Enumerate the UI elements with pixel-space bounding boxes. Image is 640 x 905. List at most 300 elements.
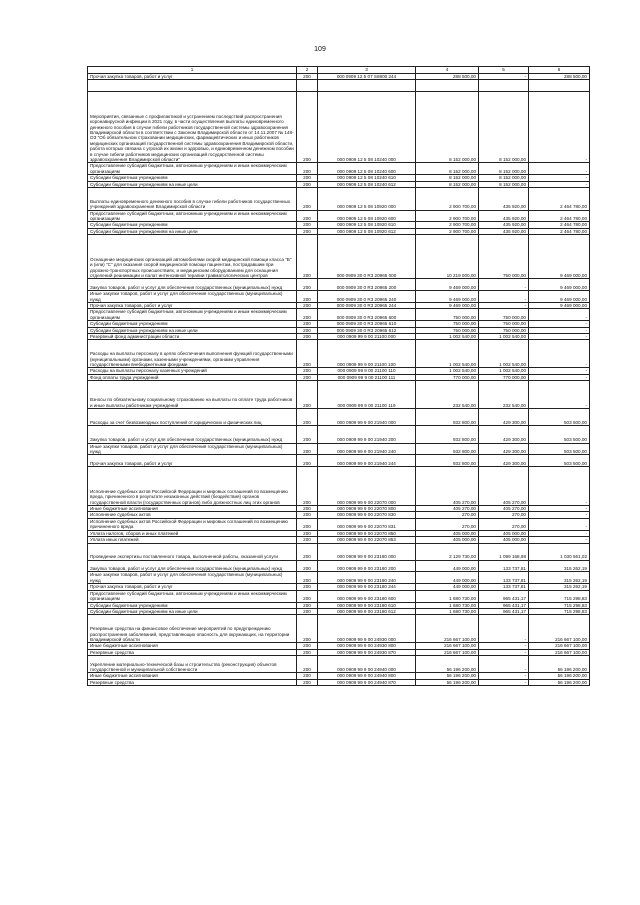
row-executed-cell: - — [479, 279, 529, 291]
row-name-cell: Иные бюджетные ассигнования — [88, 643, 297, 649]
row-name-cell: Предоставление субсидий бюджетным, автономным учреждениям и иным некоммерческим организациям — [88, 210, 297, 222]
table-row — [88, 235, 590, 279]
row-executed-cell: - — [479, 649, 529, 655]
row-approved-cell: 932 800,00 — [416, 455, 479, 467]
row-name-cell: Исполнение судебных актов Российской Федерации и мировых соглашений по возмещению причиненного вреда — [88, 518, 297, 530]
header-cell: 4 — [416, 67, 479, 74]
row-approved-cell: 216 667 100,00 — [416, 643, 479, 649]
row-name-cell: Иные закупки товаров, работ и услуг для обеспечения государственных (муниципальных) нужд — [88, 572, 297, 584]
row-classifier-cell: 000 0909 12 5 07 S8800 244 — [318, 74, 416, 80]
row-approved-cell: 288 500,00 — [416, 74, 479, 80]
row-classifier-cell: 000 0909 99 9 00 21940 244 — [318, 455, 416, 467]
row-executed-cell: 8 152 000,00 — [479, 92, 529, 163]
row-executed-cell: 429 300,00 — [479, 443, 529, 455]
row-executed-cell: - — [479, 74, 529, 80]
row-approved-cell: 750 000,00 — [416, 309, 479, 321]
row-code-cell: 200 — [297, 426, 318, 443]
row-code-cell: 200 — [297, 92, 318, 163]
row-classifier-cell: 000 0909 99 9 00 23180 612 — [318, 608, 416, 614]
row-name-cell: Закупка товаров, работ и услуг для обеспечения государственных (муниципальных) нужд — [88, 560, 297, 572]
row-executed-cell: 435 920,00 — [479, 188, 529, 211]
row-name-cell: Фонд оплаты труда учреждений — [88, 374, 297, 380]
row-executed-cell: - — [479, 656, 529, 673]
budget-table — [87, 66, 590, 686]
row-classifier-cell: 000 0909 30 0 R3 20965 600 — [318, 309, 416, 321]
row-remaining-cell: 715 298,83 — [529, 602, 590, 608]
table-row — [88, 222, 590, 228]
row-approved-cell: 932 800,00 — [416, 409, 479, 426]
row-classifier-cell: 000 0909 12 5 08 10240 000 — [318, 92, 416, 163]
table-row — [88, 291, 590, 303]
row-code-cell: 200 — [297, 656, 318, 673]
row-classifier-cell: 000 0909 99 9 00 23180 610 — [318, 602, 416, 608]
row-approved-cell: 449 000,00 — [416, 560, 479, 572]
row-executed-cell: 750 000,00 — [479, 235, 529, 279]
row-executed-cell: 405 000,00 — [479, 537, 529, 543]
row-approved-cell: 1 002 540,00 — [416, 368, 479, 374]
row-remaining-cell: 315 262,19 — [529, 560, 590, 572]
row-code-cell: 200 — [297, 572, 318, 584]
table-row — [88, 543, 590, 560]
row-executed-cell: 965 431,17 — [479, 608, 529, 614]
row-remaining-cell: 216 667 100,00 — [529, 643, 590, 649]
row-code-cell: 200 — [297, 409, 318, 426]
row-executed-cell: 133 737,81 — [479, 584, 529, 590]
table-row — [88, 181, 590, 187]
row-code-cell — [297, 80, 318, 92]
row-classifier-cell: 000 0909 30 0 R3 20965 000 — [318, 235, 416, 279]
row-classifier-cell: 000 0909 30 0 R3 20965 240 — [318, 291, 416, 303]
row-approved-cell: 1 680 730,00 — [416, 590, 479, 602]
header-cell: 6 — [529, 67, 590, 74]
row-remaining-cell: 56 196 200,00 — [529, 679, 590, 685]
row-approved-cell: 10 219 000,00 — [416, 235, 479, 279]
row-executed-cell: 232 540,00 — [479, 381, 529, 409]
row-classifier-cell: 000 0909 99 9 00 23180 240 — [318, 572, 416, 584]
row-code-cell: 200 — [297, 321, 318, 327]
row-approved-cell: 1 680 730,00 — [416, 602, 479, 608]
row-classifier-cell: 000 0909 30 0 R3 20965 612 — [318, 327, 416, 333]
row-approved-cell: 270,00 — [416, 512, 479, 518]
row-executed-cell: 750 000,00 — [479, 321, 529, 327]
row-executed-cell: 965 431,17 — [479, 590, 529, 602]
row-code-cell: 200 — [297, 643, 318, 649]
row-name-cell: Прочая закупка товаров, работ и услуг — [88, 584, 297, 590]
row-executed-cell: 1 002 540,00 — [479, 340, 529, 368]
row-approved-cell: 8 152 000,00 — [416, 163, 479, 175]
header-cell: 3 — [318, 67, 416, 74]
row-approved-cell: 932 800,00 — [416, 443, 479, 455]
table-row — [88, 228, 590, 234]
row-name-cell: Предоставление субсидий бюджетным, автономным учреждениям и иным некоммерческим организациям — [88, 590, 297, 602]
row-remaining-cell: - — [529, 309, 590, 321]
row-name-cell: Расходы на выплаты персоналу в целях обеспечения выполнения функций государственными (муниципальными) органами, казенными учреждениями, органами управления государственными внебюджетными фондами — [88, 340, 297, 368]
row-remaining-cell: 216 667 100,00 — [529, 649, 590, 655]
row-classifier-cell: 000 0909 12 5 08 10920 612 — [318, 228, 416, 234]
row-remaining-cell: 715 298,83 — [529, 590, 590, 602]
row-code-cell: 200 — [297, 235, 318, 279]
row-approved-cell: 449 000,00 — [416, 584, 479, 590]
row-approved-cell: 2 900 700,00 — [416, 188, 479, 211]
row-name-cell: Субсидии бюджетным учреждениям — [88, 321, 297, 327]
row-classifier-cell: 000 0909 99 9 00 24930 870 — [318, 649, 416, 655]
row-approved-cell: 1 680 730,00 — [416, 608, 479, 614]
row-remaining-cell: - — [529, 530, 590, 536]
row-name-cell: Уплата иных платежей — [88, 537, 297, 543]
row-name-cell: Субсидии бюджетным учреждениям на иные цели — [88, 181, 297, 187]
row-classifier-cell: 000 0909 12 5 08 10920 610 — [318, 222, 416, 228]
row-classifier-cell: 000 0909 99 9 00 21940 240 — [318, 443, 416, 455]
table-row — [88, 163, 590, 175]
row-executed-cell: - — [479, 679, 529, 685]
row-approved-cell: 2 900 700,00 — [416, 222, 479, 228]
row-code-cell: 200 — [297, 74, 318, 80]
row-approved-cell: 1 002 540,00 — [416, 340, 479, 368]
row-code-cell: 200 — [297, 608, 318, 614]
row-classifier-cell: 000 0909 99 9 00 22070 853 — [318, 537, 416, 543]
row-approved-cell: 9 469 000,00 — [416, 279, 479, 291]
row-code-cell: 200 — [297, 188, 318, 211]
table-row — [88, 584, 590, 590]
row-name-cell: Прочая закупка товаров, работ и услуг — [88, 74, 297, 80]
table-row — [88, 340, 590, 368]
table-row — [88, 530, 590, 536]
row-executed-cell: 1 002 540,00 — [479, 334, 529, 340]
row-executed-cell: 429 300,00 — [479, 455, 529, 467]
row-remaining-cell: 9 469 000,00 — [529, 303, 590, 309]
row-executed-cell: 405 000,00 — [479, 530, 529, 536]
row-name-cell: Субсидии бюджетным учреждениям — [88, 602, 297, 608]
row-remaining-cell: 56 196 200,00 — [529, 673, 590, 679]
row-remaining-cell: - — [529, 321, 590, 327]
row-approved-cell: 405 270,00 — [416, 506, 479, 512]
row-executed-cell: 8 152 000,00 — [479, 175, 529, 181]
row-name-cell: Иные бюджетные ассигнования — [88, 673, 297, 679]
row-code-cell: 200 — [297, 590, 318, 602]
table-row — [88, 279, 590, 291]
row-name-cell: Проведение экспертизы поставленного товара, выполненной работы, оказанной услуги — [88, 543, 297, 560]
row-approved-cell: 56 196 200,00 — [416, 673, 479, 679]
row-executed-cell: - — [479, 291, 529, 303]
row-classifier-cell: 000 0909 99 9 00 21100 000 — [318, 334, 416, 340]
table-row — [88, 518, 590, 530]
row-code-cell: 200 — [297, 537, 318, 543]
row-code-cell: 200 — [297, 443, 318, 455]
row-remaining-cell: 2 464 780,00 — [529, 188, 590, 211]
row-executed-cell: 270,00 — [479, 518, 529, 530]
table-row — [88, 210, 590, 222]
row-name-cell: Резервный фонд администрации области — [88, 334, 297, 340]
row-name-cell: Субсидии бюджетным учреждениям на иные цели — [88, 228, 297, 234]
row-executed-cell: 770 000,00 — [479, 374, 529, 380]
row-code-cell: 200 — [297, 530, 318, 536]
row-code-cell: 200 — [297, 679, 318, 685]
row-executed-cell: 1 002 540,00 — [479, 368, 529, 374]
row-classifier-cell: 000 0909 30 0 R3 20965 244 — [318, 303, 416, 309]
row-remaining-cell: - — [529, 334, 590, 340]
row-code-cell: 200 — [297, 163, 318, 175]
row-approved-cell: 770 000,00 — [416, 374, 479, 380]
row-name-cell: Выплаты единовременного денежного пособия в случае гибели работников государственных учреждений здравоохранения Владимирской области — [88, 188, 297, 211]
table-row — [88, 455, 590, 467]
row-remaining-cell: - — [529, 181, 590, 187]
row-remaining-cell: 56 196 200,00 — [529, 656, 590, 673]
row-code-cell: 200 — [297, 327, 318, 333]
row-executed-cell: 429 300,00 — [479, 409, 529, 426]
row-classifier-cell: 000 0909 99 9 00 21940 200 — [318, 426, 416, 443]
row-name-cell: Субсидии бюджетным учреждениям на иные цели — [88, 608, 297, 614]
row-executed-cell: 8 152 000,00 — [479, 181, 529, 187]
row-executed-cell: 750 000,00 — [479, 309, 529, 321]
row-approved-cell: 932 800,00 — [416, 426, 479, 443]
table-row — [88, 602, 590, 608]
row-remaining-cell: - — [529, 327, 590, 333]
row-code-cell: 200 — [297, 340, 318, 368]
row-code-cell: 200 — [297, 228, 318, 234]
row-name-cell: Резервные средства — [88, 649, 297, 655]
row-classifier-cell: 000 0909 99 9 00 24930 800 — [318, 643, 416, 649]
row-approved-cell: 216 667 100,00 — [416, 649, 479, 655]
row-code-cell: 200 — [297, 309, 318, 321]
row-executed-cell: 8 152 000,00 — [479, 163, 529, 175]
table-row — [88, 656, 590, 673]
table-row — [88, 615, 590, 643]
table-row — [88, 309, 590, 321]
row-approved-cell: 2 900 700,00 — [416, 228, 479, 234]
row-approved-cell: 9 469 000,00 — [416, 303, 479, 309]
row-remaining-cell: - — [529, 381, 590, 409]
row-remaining-cell: 2 464 780,00 — [529, 222, 590, 228]
row-code-cell: 200 — [297, 649, 318, 655]
row-remaining-cell: 315 262,19 — [529, 584, 590, 590]
row-executed-cell: 405 270,00 — [479, 506, 529, 512]
row-code-cell: 200 — [297, 222, 318, 228]
row-remaining-cell: 216 667 100,00 — [529, 615, 590, 643]
row-name-cell: Укрепление материально-технической базы и строительство (реконструкция) объектов государственной и муниципальной собственности — [88, 656, 297, 673]
row-code-cell: 200 — [297, 615, 318, 643]
row-name-cell: Субсидии бюджетным учреждениям на иные цели — [88, 327, 297, 333]
row-name-cell: Резервные средства на финансовое обеспечение мероприятий по предупреждению распространения заболеваний, представляющих опасность для окружающих, на территории Владимирской области — [88, 615, 297, 643]
row-classifier-cell: 000 0909 99 9 00 24940 870 — [318, 679, 416, 685]
table-row — [88, 572, 590, 584]
row-remaining-cell: - — [529, 368, 590, 374]
row-remaining-cell: 315 262,19 — [529, 572, 590, 584]
row-executed-cell: 965 431,17 — [479, 602, 529, 608]
row-executed-cell: 270,00 — [479, 512, 529, 518]
row-remaining-cell: - — [529, 374, 590, 380]
row-code-cell: 200 — [297, 374, 318, 380]
row-remaining-cell: 9 469 000,00 — [529, 279, 590, 291]
row-classifier-cell: 000 0909 99 9 00 23180 600 — [318, 590, 416, 602]
row-classifier-cell: 000 0909 99 9 00 22070 000 — [318, 467, 416, 506]
row-name-cell: Прочая закупка товаров, работ и услуг — [88, 455, 297, 467]
row-name-cell: Иные закупки товаров, работ и услуг для обеспечения государственных (муниципальных) нужд — [88, 443, 297, 455]
row-classifier-cell: 000 0909 12 5 08 10920 000 — [318, 188, 416, 211]
row-code-cell: 200 — [297, 467, 318, 506]
row-executed-cell: 435 920,00 — [479, 228, 529, 234]
row-approved-cell: 750 000,00 — [416, 327, 479, 333]
row-code-cell: 200 — [297, 602, 318, 608]
row-approved-cell: 2 900 700,00 — [416, 210, 479, 222]
row-approved-cell: 56 196 200,00 — [416, 679, 479, 685]
row-approved-cell: 405 270,00 — [416, 467, 479, 506]
row-code-cell: 200 — [297, 303, 318, 309]
row-classifier-cell: 000 0909 99 9 00 21100 110 — [318, 368, 416, 374]
row-classifier-cell: 000 0909 99 9 00 22070 850 — [318, 530, 416, 536]
row-remaining-cell: 503 500,00 — [529, 426, 590, 443]
row-executed-cell: 133 737,81 — [479, 560, 529, 572]
row-remaining-cell: 503 500,00 — [529, 409, 590, 426]
row-remaining-cell: 503 500,00 — [529, 443, 590, 455]
row-classifier-cell: 000 0909 30 0 R3 20965 610 — [318, 321, 416, 327]
row-remaining-cell — [529, 80, 590, 92]
row-code-cell: 200 — [297, 518, 318, 530]
row-name-cell: Иные бюджетные ассигнования — [88, 506, 297, 512]
row-name-cell: Оснащение медицинских организаций автомобилями скорой медицинской помощи класса "В" и (или) "С" для оказания скорой медицинской помощи пациентам, пострадавшим при дорожно-транспортных происшествиях, и медицинским оборудованием для оснащения отделений реанимации и палат интенсивной терапии травматологических центров — [88, 235, 297, 279]
row-classifier-cell: 000 0909 12 5 08 10240 610 — [318, 175, 416, 181]
row-classifier-cell: 000 0909 99 9 00 23180 200 — [318, 560, 416, 572]
row-classifier-cell: 000 0909 99 9 00 21940 000 — [318, 409, 416, 426]
row-code-cell: 200 — [297, 279, 318, 291]
table-row — [88, 334, 590, 340]
row-name-cell: Субсидии бюджетным учреждениям — [88, 175, 297, 181]
row-approved-cell: 56 196 200,00 — [416, 656, 479, 673]
row-remaining-cell: 503 500,00 — [529, 455, 590, 467]
row-classifier-cell: 000 0909 30 0 R3 20965 200 — [318, 279, 416, 291]
row-approved-cell: 1 002 540,00 — [416, 334, 479, 340]
row-name-cell: Расходы на выплаты персоналу казенных учреждений — [88, 368, 297, 374]
row-remaining-cell: 288 500,00 — [529, 74, 590, 80]
row-code-cell: 200 — [297, 512, 318, 518]
row-remaining-cell: - — [529, 518, 590, 530]
row-approved-cell: 449 000,00 — [416, 572, 479, 584]
row-code-cell: 200 — [297, 210, 318, 222]
row-remaining-cell: 9 469 000,00 — [529, 291, 590, 303]
row-name-cell: Мероприятия, связанные с профилактикой и устранением последствий распространения коронавирусной инфекции в 2021 году, в части осуществления выплаты единовременного денежного пособия в случае гибели работников государственной системы здравоохранения Владимирской области в соответствии с Законом Владимирской области от 14.11.2007 № 148-ОЗ "Об обязательном страховании медицинских, фармацевтических и иных работников медицинских организаций государственной системы здравоохранения Владимирской области, работа которых связана с угрозой их жизни и здоровью, и единовременном денежном пособии в случае гибели работников медицинских организаций государственной системы здравоохранения Владимирской области" — [88, 92, 297, 163]
row-executed-cell: 435 920,00 — [479, 222, 529, 228]
row-code-cell: 200 — [297, 455, 318, 467]
row-name-cell: Расходы за счет безвозмездных поступлений от юридических и физических лиц — [88, 409, 297, 426]
row-approved-cell: 216 667 100,00 — [416, 615, 479, 643]
row-remaining-cell: - — [529, 512, 590, 518]
row-executed-cell: 435 920,00 — [479, 210, 529, 222]
table-row — [88, 679, 590, 685]
row-executed-cell: - — [479, 303, 529, 309]
row-classifier-cell — [318, 80, 416, 92]
row-approved-cell: 2 129 730,00 — [416, 543, 479, 560]
header-cell: 5 — [479, 67, 529, 74]
row-executed-cell: 133 737,81 — [479, 572, 529, 584]
row-name-cell: Уплата налогов, сборов и иных платежей — [88, 530, 297, 536]
table-row — [88, 560, 590, 572]
row-code-cell: 200 — [297, 368, 318, 374]
row-classifier-cell: 000 0909 12 5 08 10240 612 — [318, 181, 416, 187]
header-cell: 1 — [88, 67, 297, 74]
row-approved-cell: 405 000,00 — [416, 530, 479, 536]
row-code-cell: 200 — [297, 560, 318, 572]
row-code-cell: 200 — [297, 291, 318, 303]
row-remaining-cell: - — [529, 92, 590, 163]
row-approved-cell: 9 469 000,00 — [416, 291, 479, 303]
row-name-cell: Субсидии бюджетным учреждениям — [88, 222, 297, 228]
row-classifier-cell: 000 0909 99 9 00 24940 000 — [318, 656, 416, 673]
row-remaining-cell: 1 030 561,02 — [529, 543, 590, 560]
row-classifier-cell: 000 0909 99 9 00 23180 000 — [318, 543, 416, 560]
header-row — [88, 67, 590, 74]
table-row — [88, 327, 590, 333]
row-code-cell: 200 — [297, 543, 318, 560]
row-name-cell: Закупка товаров, работ и услуг для обеспечения государственных (муниципальных) нужд — [88, 426, 297, 443]
row-classifier-cell: 000 0909 99 9 00 23180 244 — [318, 584, 416, 590]
table-row — [88, 409, 590, 426]
row-name-cell: Взносы по обязательному социальному страхованию на выплаты по оплате труда работников и иные выплаты работникам учреждений — [88, 381, 297, 409]
row-approved-cell: 8 152 000,00 — [416, 175, 479, 181]
row-remaining-cell: - — [529, 467, 590, 506]
row-remaining-cell: 9 469 000,00 — [529, 235, 590, 279]
row-name-cell: Закупка товаров, работ и услуг для обеспечения государственных (муниципальных) нужд — [88, 279, 297, 291]
row-classifier-cell: 000 0909 99 9 00 22070 830 — [318, 512, 416, 518]
row-classifier-cell: 000 0909 99 9 00 21100 100 — [318, 340, 416, 368]
row-code-cell: 200 — [297, 673, 318, 679]
row-code-cell: 200 — [297, 584, 318, 590]
row-executed-cell: - — [479, 643, 529, 649]
row-classifier-cell: 000 0909 99 9 00 22070 800 — [318, 506, 416, 512]
row-approved-cell: 405 000,00 — [416, 537, 479, 543]
row-classifier-cell: 000 0909 99 9 00 21100 111 — [318, 374, 416, 380]
table-row — [88, 467, 590, 506]
row-approved-cell: 8 152 000,00 — [416, 181, 479, 187]
row-remaining-cell: - — [529, 163, 590, 175]
row-classifier-cell: 000 0909 99 9 00 21100 119 — [318, 381, 416, 409]
row-remaining-cell: - — [529, 537, 590, 543]
row-classifier-cell: 000 0909 99 9 00 24930 000 — [318, 615, 416, 643]
row-code-cell: 200 — [297, 334, 318, 340]
row-name-cell: Иные закупки товаров, работ и услуг для обеспечения государственных (муниципальных) нужд — [88, 291, 297, 303]
row-executed-cell: 429 300,00 — [479, 426, 529, 443]
row-remaining-cell: - — [529, 175, 590, 181]
row-name-cell: Прочая закупка товаров, работ и услуг — [88, 303, 297, 309]
table-row — [88, 175, 590, 181]
table-row — [88, 321, 590, 327]
row-code-cell: 200 — [297, 381, 318, 409]
table-row — [88, 381, 590, 409]
row-code-cell: 200 — [297, 506, 318, 512]
table-row — [88, 368, 590, 374]
table-row — [88, 426, 590, 443]
row-code-cell: 200 — [297, 181, 318, 187]
row-remaining-cell: 2 464 780,00 — [529, 210, 590, 222]
table-row — [88, 590, 590, 602]
row-approved-cell: 750 000,00 — [416, 321, 479, 327]
row-name-cell — [88, 80, 297, 92]
row-remaining-cell: 715 298,83 — [529, 608, 590, 614]
row-approved-cell: 270,00 — [416, 518, 479, 530]
row-classifier-cell: 000 0909 99 9 00 24940 800 — [318, 673, 416, 679]
page-number: 109 — [314, 46, 326, 53]
row-approved-cell — [416, 80, 479, 92]
table-row — [88, 443, 590, 455]
row-name-cell: Резервные средства — [88, 679, 297, 685]
row-executed-cell — [479, 80, 529, 92]
row-classifier-cell: 000 0909 99 9 00 22070 831 — [318, 518, 416, 530]
table-row — [88, 608, 590, 614]
row-name-cell: Исполнение судебных актов Российской Федерации и мировых соглашений по возмещению вреда, причиненного в результате незаконных действий (бездействия) органов государственной власти (государственных органов) либо должностных лиц этих органов — [88, 467, 297, 506]
row-remaining-cell: 2 464 780,00 — [529, 228, 590, 234]
row-code-cell: 200 — [297, 175, 318, 181]
row-name-cell: Предоставление субсидий бюджетным, автономным учреждениям и иным некоммерческим организациям — [88, 163, 297, 175]
row-executed-cell: - — [479, 615, 529, 643]
row-executed-cell: 405 270,00 — [479, 467, 529, 506]
